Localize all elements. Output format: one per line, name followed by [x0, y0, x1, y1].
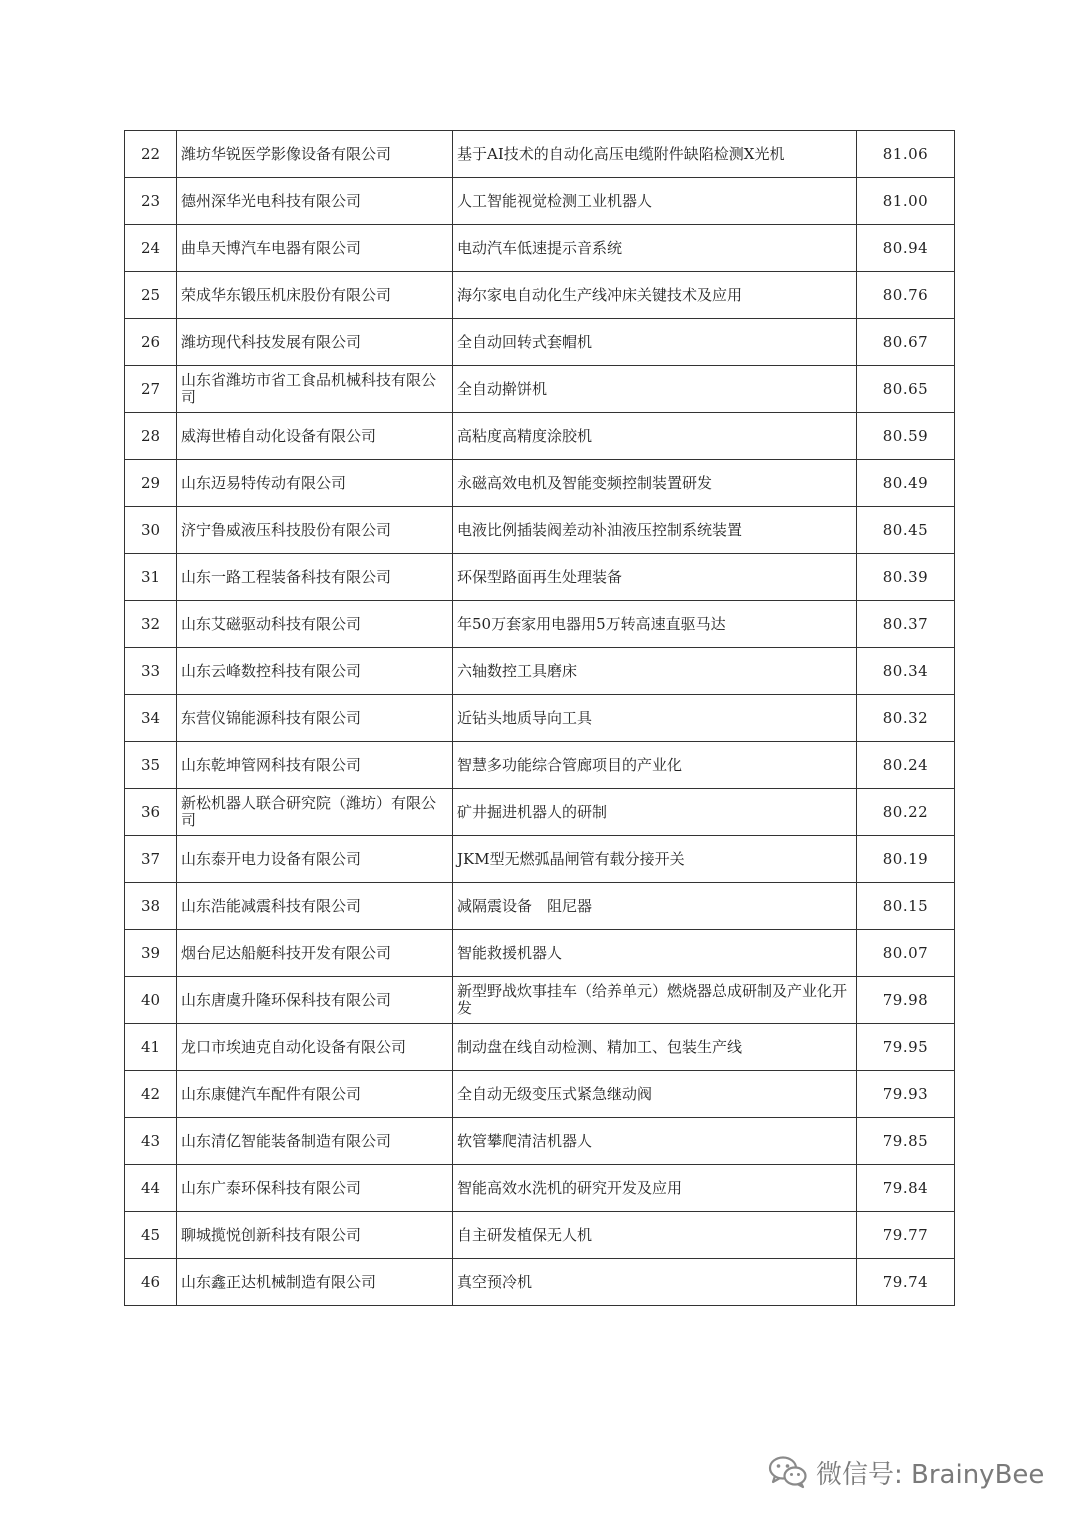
score-value: 81.06: [857, 131, 955, 178]
company-name: 龙口市埃迪克自动化设备有限公司: [177, 1024, 453, 1071]
row-number: 37: [125, 836, 177, 883]
company-name: 曲阜天博汽车电器有限公司: [177, 225, 453, 272]
table-row: [125, 836, 955, 883]
watermark-text: 微信号: BrainyBee: [816, 1459, 1045, 1490]
row-number: 35: [125, 742, 177, 789]
table-row: [125, 272, 955, 319]
row-number: 38: [125, 883, 177, 930]
score-value: 79.95: [857, 1024, 955, 1071]
project-name: 基于AI技术的自动化高压电缆附件缺陷检测X光机: [453, 131, 857, 178]
table-row: [125, 695, 955, 742]
company-name: 潍坊现代科技发展有限公司: [177, 319, 453, 366]
ranking-table-container: [124, 130, 954, 1306]
project-name: 减隔震设备 阻尼器: [453, 883, 857, 930]
row-number: 22: [125, 131, 177, 178]
company-name: 烟台尼达船艇科技开发有限公司: [177, 930, 453, 977]
project-name: JKM型无燃弧晶闸管有载分接开关: [453, 836, 857, 883]
wechat-icon: [768, 1455, 808, 1489]
project-name: 矿井掘进机器人的研制: [453, 789, 857, 836]
company-name: 济宁鲁威液压科技股份有限公司: [177, 507, 453, 554]
company-name: 山东康健汽车配件有限公司: [177, 1071, 453, 1118]
row-number: 34: [125, 695, 177, 742]
row-number: 32: [125, 601, 177, 648]
project-name: 智慧多功能综合管廊项目的产业化: [453, 742, 857, 789]
table-row: [125, 1212, 955, 1259]
row-number: 29: [125, 460, 177, 507]
score-value: 80.59: [857, 413, 955, 460]
project-name: 智能高效水洗机的研究开发及应用: [453, 1165, 857, 1212]
company-name: 山东一路工程装备科技有限公司: [177, 554, 453, 601]
row-number: 27: [125, 366, 177, 413]
table-row: [125, 1118, 955, 1165]
row-number: 23: [125, 178, 177, 225]
row-number: 40: [125, 977, 177, 1024]
project-name: 全自动回转式套帽机: [453, 319, 857, 366]
table-row: [125, 601, 955, 648]
row-number: 43: [125, 1118, 177, 1165]
project-name: 全自动无级变压式紧急继动阀: [453, 1071, 857, 1118]
project-name: 人工智能视觉检测工业机器人: [453, 178, 857, 225]
row-number: 24: [125, 225, 177, 272]
project-name: 永磁高效电机及智能变频控制装置研发: [453, 460, 857, 507]
company-name: 山东云峰数控科技有限公司: [177, 648, 453, 695]
ranking-table-body: [125, 131, 955, 1306]
project-name: 近钻头地质导向工具: [453, 695, 857, 742]
score-value: 80.45: [857, 507, 955, 554]
ranking-table: [124, 130, 955, 1306]
project-name: 年50万套家用电器用5万转高速直驱马达: [453, 601, 857, 648]
score-value: 80.65: [857, 366, 955, 413]
project-name: 真空预冷机: [453, 1259, 857, 1306]
score-value: 80.76: [857, 272, 955, 319]
project-name: 高粘度高精度涂胶机: [453, 413, 857, 460]
score-value: 79.74: [857, 1259, 955, 1306]
project-name: 电液比例插装阀差动补油液压控制系统装置: [453, 507, 857, 554]
score-value: 80.49: [857, 460, 955, 507]
row-number: 36: [125, 789, 177, 836]
company-name: 聊城揽悦创新科技有限公司: [177, 1212, 453, 1259]
table-row: [125, 554, 955, 601]
score-value: 80.94: [857, 225, 955, 272]
project-name: 海尔家电自动化生产线冲床关键技术及应用: [453, 272, 857, 319]
row-number: 42: [125, 1071, 177, 1118]
table-row: [125, 883, 955, 930]
table-row: [125, 1071, 955, 1118]
project-name: 自主研发植保无人机: [453, 1212, 857, 1259]
company-name: 山东清亿智能装备制造有限公司: [177, 1118, 453, 1165]
table-row: [125, 977, 955, 1024]
project-name: 环保型路面再生处理装备: [453, 554, 857, 601]
table-row: [125, 319, 955, 366]
company-name: 山东泰开电力设备有限公司: [177, 836, 453, 883]
company-name: 德州深华光电科技有限公司: [177, 178, 453, 225]
score-value: 79.98: [857, 977, 955, 1024]
table-row: [125, 742, 955, 789]
row-number: 30: [125, 507, 177, 554]
project-name: 六轴数控工具磨床: [453, 648, 857, 695]
row-number: 44: [125, 1165, 177, 1212]
project-name: 智能救援机器人: [453, 930, 857, 977]
company-name: 山东浩能减震科技有限公司: [177, 883, 453, 930]
score-value: 79.85: [857, 1118, 955, 1165]
row-number: 39: [125, 930, 177, 977]
company-name: 荣成华东锻压机床股份有限公司: [177, 272, 453, 319]
table-row: [125, 178, 955, 225]
score-value: 79.84: [857, 1165, 955, 1212]
company-name: 山东乾坤管网科技有限公司: [177, 742, 453, 789]
wechat-watermark: [768, 1454, 1044, 1490]
score-value: 80.22: [857, 789, 955, 836]
company-name: 山东艾磁驱动科技有限公司: [177, 601, 453, 648]
company-name: 山东鑫正达机械制造有限公司: [177, 1259, 453, 1306]
row-number: 41: [125, 1024, 177, 1071]
score-value: 80.67: [857, 319, 955, 366]
score-value: 80.19: [857, 836, 955, 883]
score-value: 80.34: [857, 648, 955, 695]
table-row: [125, 648, 955, 695]
project-name: 软管攀爬清洁机器人: [453, 1118, 857, 1165]
score-value: 80.07: [857, 930, 955, 977]
table-row: [125, 789, 955, 836]
score-value: 80.24: [857, 742, 955, 789]
score-value: 80.37: [857, 601, 955, 648]
company-name: 山东迈易特传动有限公司: [177, 460, 453, 507]
row-number: 46: [125, 1259, 177, 1306]
table-row: [125, 507, 955, 554]
project-name: 新型野战炊事挂车（给养单元）燃烧器总成研制及产业化开发: [453, 977, 857, 1024]
project-name: 电动汽车低速提示音系统: [453, 225, 857, 272]
table-row: [125, 930, 955, 977]
row-number: 26: [125, 319, 177, 366]
company-name: 东营仪锦能源科技有限公司: [177, 695, 453, 742]
table-row: [125, 225, 955, 272]
project-name: 全自动擀饼机: [453, 366, 857, 413]
table-row: [125, 1259, 955, 1306]
row-number: 28: [125, 413, 177, 460]
row-number: 25: [125, 272, 177, 319]
row-number: 33: [125, 648, 177, 695]
row-number: 31: [125, 554, 177, 601]
table-row: [125, 366, 955, 413]
score-value: 80.32: [857, 695, 955, 742]
score-value: 80.15: [857, 883, 955, 930]
table-row: [125, 1165, 955, 1212]
table-row: [125, 413, 955, 460]
company-name: 山东唐虞升隆环保科技有限公司: [177, 977, 453, 1024]
table-row: [125, 460, 955, 507]
score-value: 79.93: [857, 1071, 955, 1118]
company-name: 威海世椿自动化设备有限公司: [177, 413, 453, 460]
company-name: 山东广泰环保科技有限公司: [177, 1165, 453, 1212]
score-value: 79.77: [857, 1212, 955, 1259]
score-value: 81.00: [857, 178, 955, 225]
company-name: 山东省潍坊市省工食品机械科技有限公司: [177, 366, 453, 413]
table-row: [125, 1024, 955, 1071]
company-name: 潍坊华锐医学影像设备有限公司: [177, 131, 453, 178]
table-row: [125, 131, 955, 178]
company-name: 新松机器人联合研究院（潍坊）有限公司: [177, 789, 453, 836]
row-number: 45: [125, 1212, 177, 1259]
project-name: 制动盘在线自动检测、精加工、包装生产线: [453, 1024, 857, 1071]
score-value: 80.39: [857, 554, 955, 601]
